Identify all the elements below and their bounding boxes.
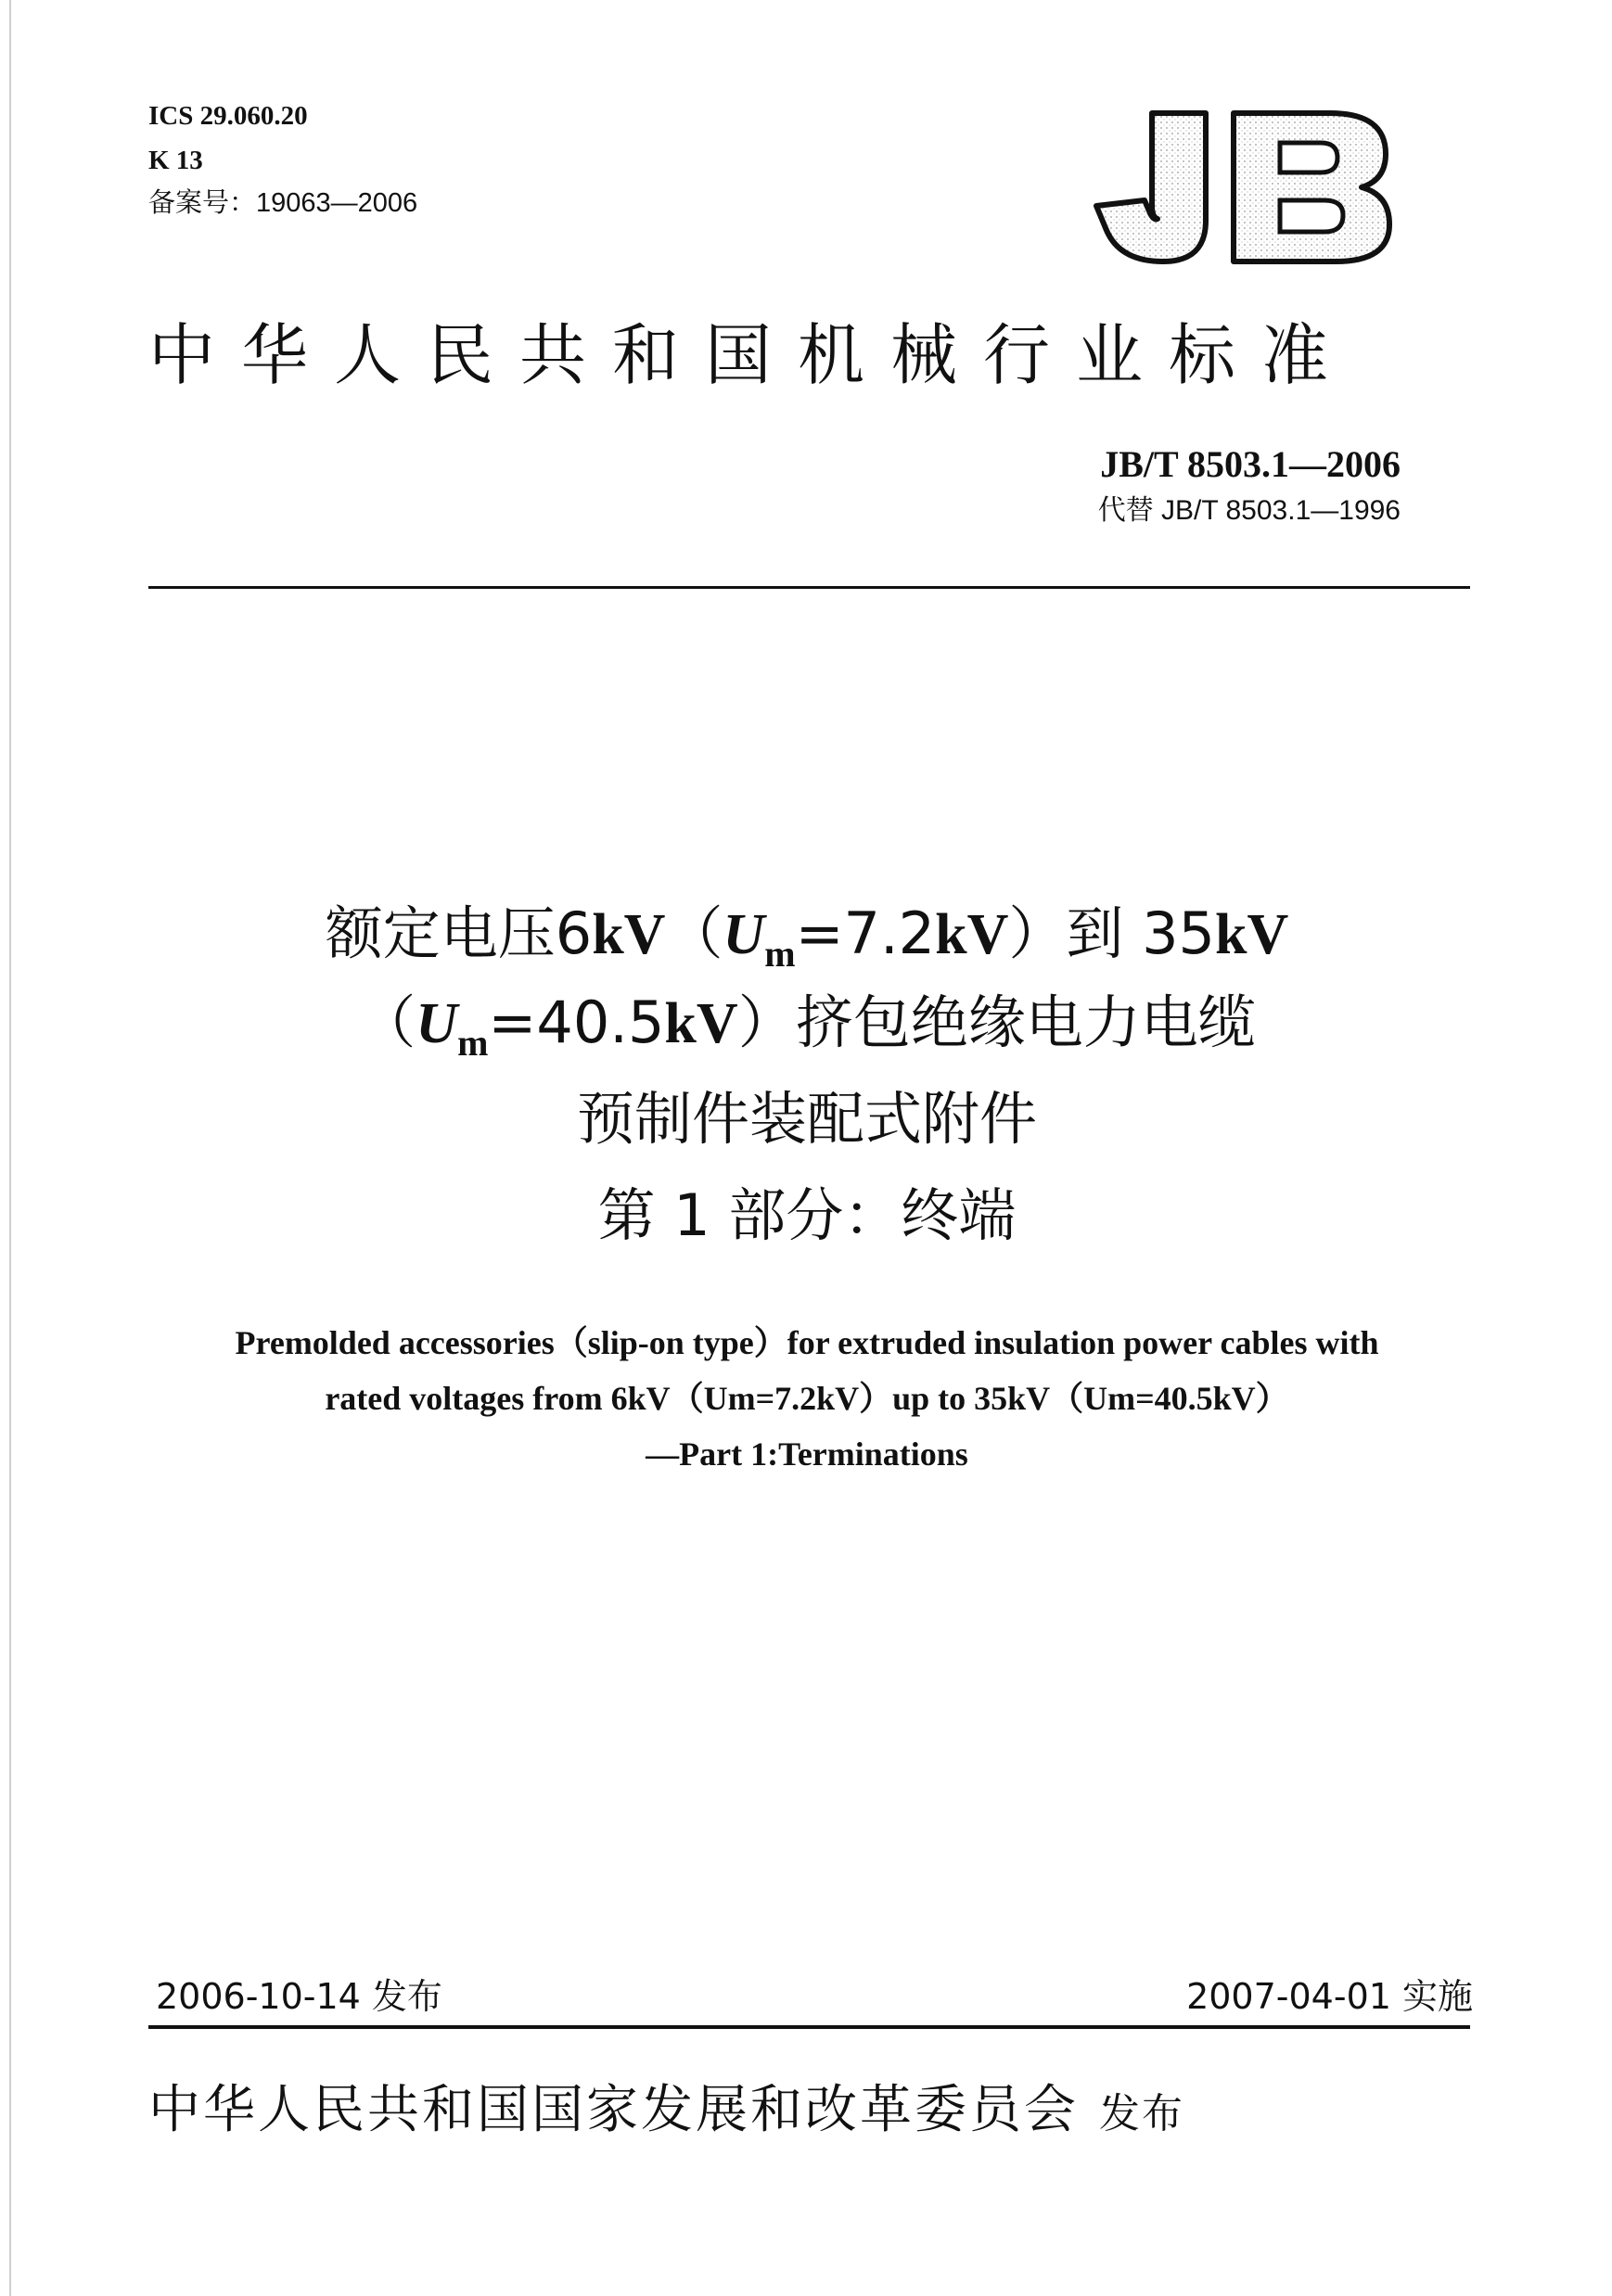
title-cn-line-4: 第 1 部分：终端 [597,1181,1017,1249]
ics-code: ICS 29.060.20 [148,101,308,131]
effective-date: 2007-04-01 实施 [1186,1976,1473,2017]
issue-date: 2006-10-14 发布 [156,1976,442,2017]
title-en-line-2: rated voltages from 6kV（Um=7.2kV）up to 35kV（Um=40.5kV） [325,1380,1289,1417]
publisher [148,2077,1475,2148]
title-en-line-1: Premolded accessories（slip-on type）for extruded insulation power cables with [235,1324,1379,1361]
standard-replaces: 代替 JB/T 8503.1—1996 [1097,495,1401,526]
publisher-name: 中华人民共和国国家发展和改革委员会 [148,2080,1079,2140]
title-cn-line-3: 预制件装配式附件 [576,1085,1037,1153]
header-rule [148,586,1470,589]
footer-rule [148,2025,1470,2029]
scan-edge-line [9,0,11,2296]
ccs-code: K 13 [148,146,203,175]
standard-number: JB/T 8503.1—2006 [1100,443,1401,485]
record-number: 备案号：19063—2006 [148,188,418,218]
title-cn-line-2: $(U_m=40.5kV)$挤包绝缘电力电缆 [358,989,1256,1064]
jb-logo [1087,109,1393,267]
title-cn-line-1: 额定电压$6kV(U_m=7.2kV)$到 35kV [325,899,1289,975]
title-en-line-3: —Part 1:Terminations [646,1435,968,1473]
standard-category: 中华人民共和国机械行业标准 [148,316,1355,394]
publisher-action: 发布 [1099,2090,1184,2137]
